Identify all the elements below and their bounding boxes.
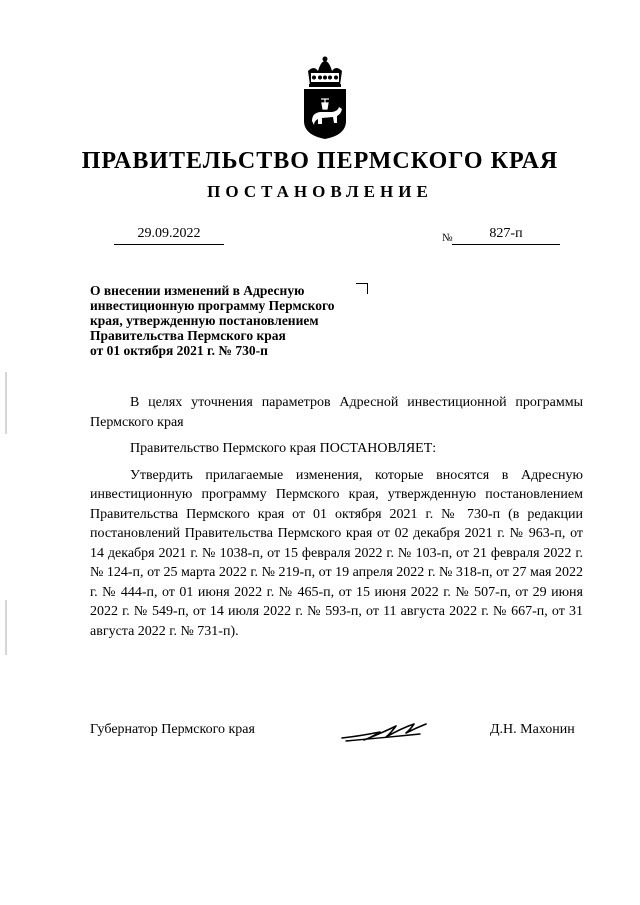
signatory-title: Губернатор Пермского края bbox=[90, 722, 255, 737]
subject-line: Правительства Пермского края bbox=[90, 328, 286, 343]
signature-icon bbox=[340, 718, 428, 744]
subject-line: О внесении изменений в Адресную bbox=[90, 283, 305, 298]
number-label: № bbox=[442, 232, 453, 244]
subject-line: инвестиционную программу Пермского bbox=[90, 298, 335, 313]
doc-type: ПОСТАНОВЛЕНИЕ bbox=[207, 182, 433, 201]
doc-subject bbox=[90, 283, 380, 358]
subject-line: края, утвержденную постановлением bbox=[90, 313, 319, 328]
body-paragraph: Утвердить прилагаемые изменения, которые вносятся в Адресную инвестиционную программу Пермского края, утвержденную постановлением Правительства Пермского края от 01 октября 2021 г. № 730-п (в редакции постановлений Правительства Пермского края от 02 декабря 2021 г. № 963-п, от 14 декабря 2021 г. № 1038-п, от 15 февраля 2022 г. № 103-п, от 21 февраля 2022 г. № 124-п, от 25 марта 2022 г. № 219-п, от 19 апреля 2022 г. № 318-п, от 27 мая 2022 г. № 444-п, от 01 июня 2022 г. № 465-п, от 15 июня 2022 г. № 507-п, от 29 июня 2022 г. № 549-п, от 14 июля 2022 г. № 593-п, от 11 августа 2022 г. № 667-п, от 31 августа 2022 г. № 731-п). bbox=[90, 467, 583, 639]
coat-of-arms-icon bbox=[300, 55, 350, 140]
doc-number: 827-п bbox=[452, 226, 560, 245]
doc-body bbox=[90, 393, 583, 648]
subject-line: от 01 октября 2021 г. № 730-п bbox=[90, 343, 268, 358]
body-paragraph: В целях уточнения параметров Адресной инвестиционной программы Пермского края bbox=[90, 395, 583, 430]
org-title: ПРАВИТЕЛЬСТВО ПЕРМСКОГО КРАЯ bbox=[81, 148, 559, 174]
body-paragraph: Правительство Пермского края ПОСТАНОВЛЯЕТ: bbox=[130, 441, 437, 456]
scan-edge-mark bbox=[5, 372, 7, 434]
scan-edge-mark bbox=[5, 600, 7, 655]
doc-date: 29.09.2022 bbox=[114, 226, 224, 245]
signatory-name: Д.Н. Махонин bbox=[490, 722, 575, 737]
